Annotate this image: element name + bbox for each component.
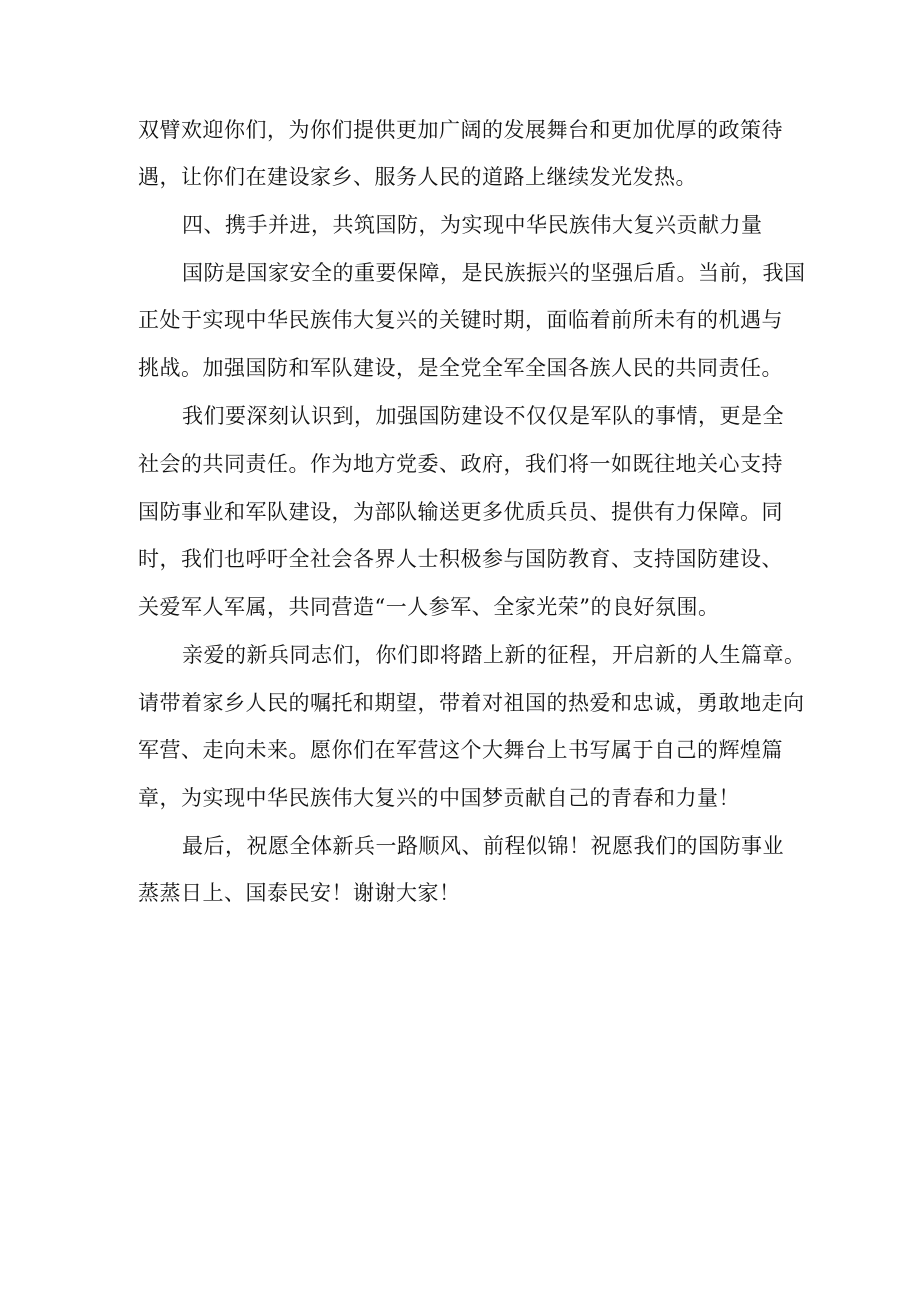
text-line: 军营、走向未来。愿你们在军营这个大舞台上书写属于自己的辉煌篇 <box>138 738 783 762</box>
text-line: 最后，祝愿全体新兵一路顺风、前程似锦！祝愿我们的国防事业 <box>182 834 784 858</box>
text-line: 亲爱的新兵同志们，你们即将踏上新的征程，开启新的人生篇章。 <box>182 643 806 667</box>
section-heading: 四、携手并进，共筑国防，为实现中华民族伟大复兴贡献力量 <box>182 213 763 237</box>
text-line: 挑战。加强国防和军队建设，是全党全军全国各族人民的共同责任。 <box>138 356 783 380</box>
text-line: 双臂欢迎你们，为你们提供更加广阔的发展舞台和更加优厚的政策待 <box>138 118 783 142</box>
text-line: 章，为实现中华民族伟大复兴的中国梦贡献自己的青春和力量！ <box>138 786 740 810</box>
text-line: 我们要深刻认识到，加强国防建设不仅仅是军队的事情，更是全 <box>182 404 784 428</box>
text-line: 正处于实现中华民族伟大复兴的关键时期，面临着前所未有的机遇与 <box>138 308 783 332</box>
text-line: 蒸蒸日上、国泰民安！谢谢大家！ <box>138 881 461 905</box>
text-line: 请带着家乡人民的嘱托和期望，带着对祖国的热爱和忠诚，勇敢地走向 <box>138 691 805 715</box>
text-line: 社会的共同责任。作为地方党委、政府，我们将一如既往地关心支持 <box>138 452 783 476</box>
text-line: 关爱军人军属，共同营造“一人参军、全家光荣”的良好氛围。 <box>138 595 720 619</box>
text-line: 国防是国家安全的重要保障，是民族振兴的坚强后盾。当前，我国 <box>182 261 806 285</box>
text-line: 遇，让你们在建设家乡、服务人民的道路上继续发光发热。 <box>138 165 697 189</box>
text-line: 时，我们也呼吁全社会各界人士积极参与国防教育、支持国防建设、 <box>138 547 783 571</box>
text-line: 国防事业和军队建设，为部队输送更多优质兵员、提供有力保障。同 <box>138 500 783 524</box>
